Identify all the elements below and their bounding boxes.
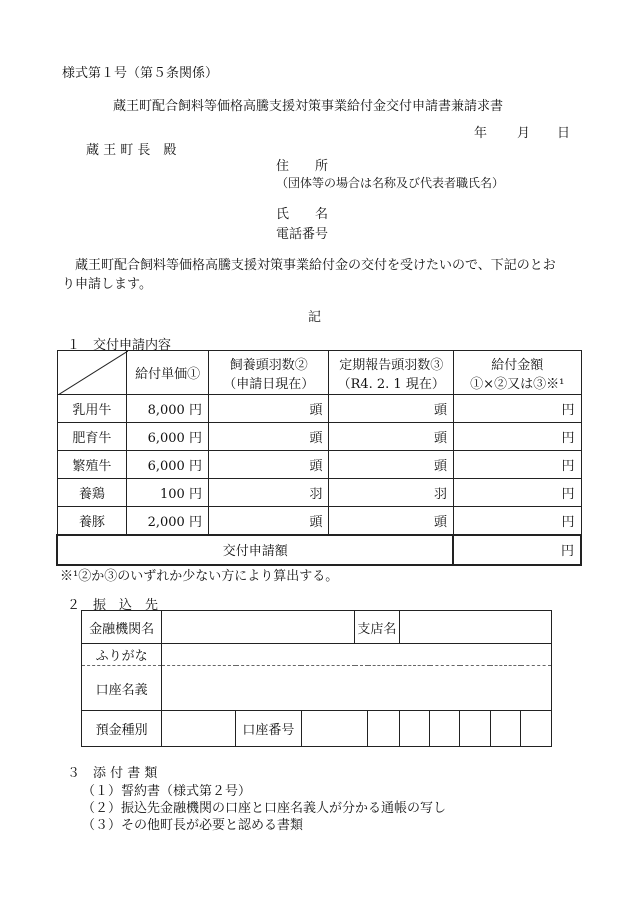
account-digit-box[interactable] xyxy=(490,711,520,747)
section-1-title: １ 交付申請内容 xyxy=(67,338,172,353)
account-digit-box[interactable] xyxy=(301,711,368,747)
attachment-item: （１）誓約書（様式第２号） xyxy=(82,784,252,799)
row-report-count[interactable]: 羽 xyxy=(329,479,454,507)
row-animal: 養豚 xyxy=(57,507,127,535)
table-row xyxy=(57,479,581,507)
section-3-title: ３ 添 付 書 類 xyxy=(67,766,158,781)
header-unit-price: 給付単価① xyxy=(127,351,209,395)
attachment-item: （３）その他町長が必要と認める書類 xyxy=(82,818,304,833)
row-head-count[interactable]: 羽 xyxy=(208,479,328,507)
name-label: 氏 名 xyxy=(276,207,329,222)
furigana-label: ふりがな xyxy=(82,644,162,666)
account-digit-box[interactable] xyxy=(460,711,490,747)
account-digit-box[interactable] xyxy=(368,711,399,747)
header-amount-line1: 給付金額 xyxy=(491,357,544,373)
row-report-count[interactable]: 頭 xyxy=(329,507,454,535)
holder-field[interactable] xyxy=(162,666,552,711)
calculation-note: ※¹②か③のいずれか少ない方により算出する。 xyxy=(60,569,339,584)
total-label: 交付申請額 xyxy=(57,535,453,565)
date-year: 年 xyxy=(474,126,488,141)
total-amount[interactable]: 円 xyxy=(453,535,581,565)
addressee: 蔵 王 町 長 殿 xyxy=(86,143,177,158)
body-line-2: り申請します。 xyxy=(62,277,152,292)
bank-table xyxy=(81,610,552,747)
row-amount[interactable]: 円 xyxy=(453,479,581,507)
date-day: 日 xyxy=(557,126,571,141)
table-row xyxy=(57,507,581,535)
row-price: 100 円 xyxy=(127,479,209,507)
address-label: 住 所 xyxy=(276,159,329,174)
header-head-count-line2: （申請日現在） xyxy=(223,376,315,392)
row-head-count[interactable]: 頭 xyxy=(208,507,328,535)
row-animal: 乳用牛 xyxy=(57,395,127,423)
row-head-count[interactable]: 頭 xyxy=(208,451,328,479)
header-report-line2: （R4. 2. 1 現在） xyxy=(337,376,445,392)
account-digit-box[interactable] xyxy=(521,711,552,747)
holder-label: 口座名義 xyxy=(82,666,162,711)
account-number-label: 口座番号 xyxy=(236,711,302,747)
bank-name-label: 金融機関名 xyxy=(82,611,162,644)
row-price: 6,000 円 xyxy=(127,423,209,451)
table-row xyxy=(57,395,581,423)
account-digit-box[interactable] xyxy=(430,711,460,747)
row-amount[interactable]: 円 xyxy=(453,395,581,423)
row-price: 8,000 円 xyxy=(127,395,209,423)
row-animal: 繁殖牛 xyxy=(57,451,127,479)
application-table xyxy=(56,350,582,566)
row-amount[interactable]: 円 xyxy=(453,451,581,479)
table-row xyxy=(57,451,581,479)
row-report-count[interactable]: 頭 xyxy=(329,451,454,479)
body-line-1: 蔵王町配合飼料等価格高騰支援対策事業給付金の交付を受けたいので、下記のとお xyxy=(62,258,556,273)
phone-label: 電話番号 xyxy=(276,227,329,242)
header-head-count xyxy=(208,351,328,395)
header-amount xyxy=(453,351,581,395)
row-head-count[interactable]: 頭 xyxy=(208,395,328,423)
branch-field[interactable] xyxy=(399,611,551,644)
row-report-count[interactable]: 頭 xyxy=(329,395,454,423)
diagonal-header-cell xyxy=(57,351,127,395)
ki-heading: 記 xyxy=(308,310,322,325)
diagonal-line xyxy=(58,351,128,395)
branch-label: 支店名 xyxy=(355,611,399,644)
date-month: 月 xyxy=(517,126,531,141)
total-row xyxy=(57,535,581,565)
header-head-count-line1: 飼養頭羽数② xyxy=(229,357,308,373)
row-amount[interactable]: 円 xyxy=(453,423,581,451)
form-number: 様式第１号（第５条関係） xyxy=(62,66,219,81)
furigana-field[interactable] xyxy=(162,644,552,666)
document-title: 蔵王町配合飼料等価格高騰支援対策事業給付金交付申請書兼請求書 xyxy=(113,99,504,114)
row-price: 2,000 円 xyxy=(127,507,209,535)
row-head-count[interactable]: 頭 xyxy=(208,423,328,451)
bank-name-field[interactable] xyxy=(162,611,355,644)
row-report-count[interactable]: 頭 xyxy=(329,423,454,451)
row-amount[interactable]: 円 xyxy=(453,507,581,535)
row-animal: 養鶏 xyxy=(57,479,127,507)
address-note: （団体等の場合は名称及び代表者職氏名） xyxy=(276,176,505,190)
account-type-label: 預金種別 xyxy=(82,711,162,747)
table-row xyxy=(57,423,581,451)
row-price: 6,000 円 xyxy=(127,451,209,479)
section-2-title: ２ 振 込 先 xyxy=(67,598,159,613)
header-report xyxy=(329,351,454,395)
attachment-item: （２）振込先金融機関の口座と口座名義人が分かる通帳の写し xyxy=(82,801,447,816)
account-digit-box[interactable] xyxy=(399,711,429,747)
header-report-line1: 定期報告頭羽数③ xyxy=(339,357,444,373)
account-type-field[interactable] xyxy=(162,711,236,747)
row-animal: 肥育牛 xyxy=(57,423,127,451)
header-amount-line2: ①×②又は③※¹ xyxy=(470,376,565,392)
